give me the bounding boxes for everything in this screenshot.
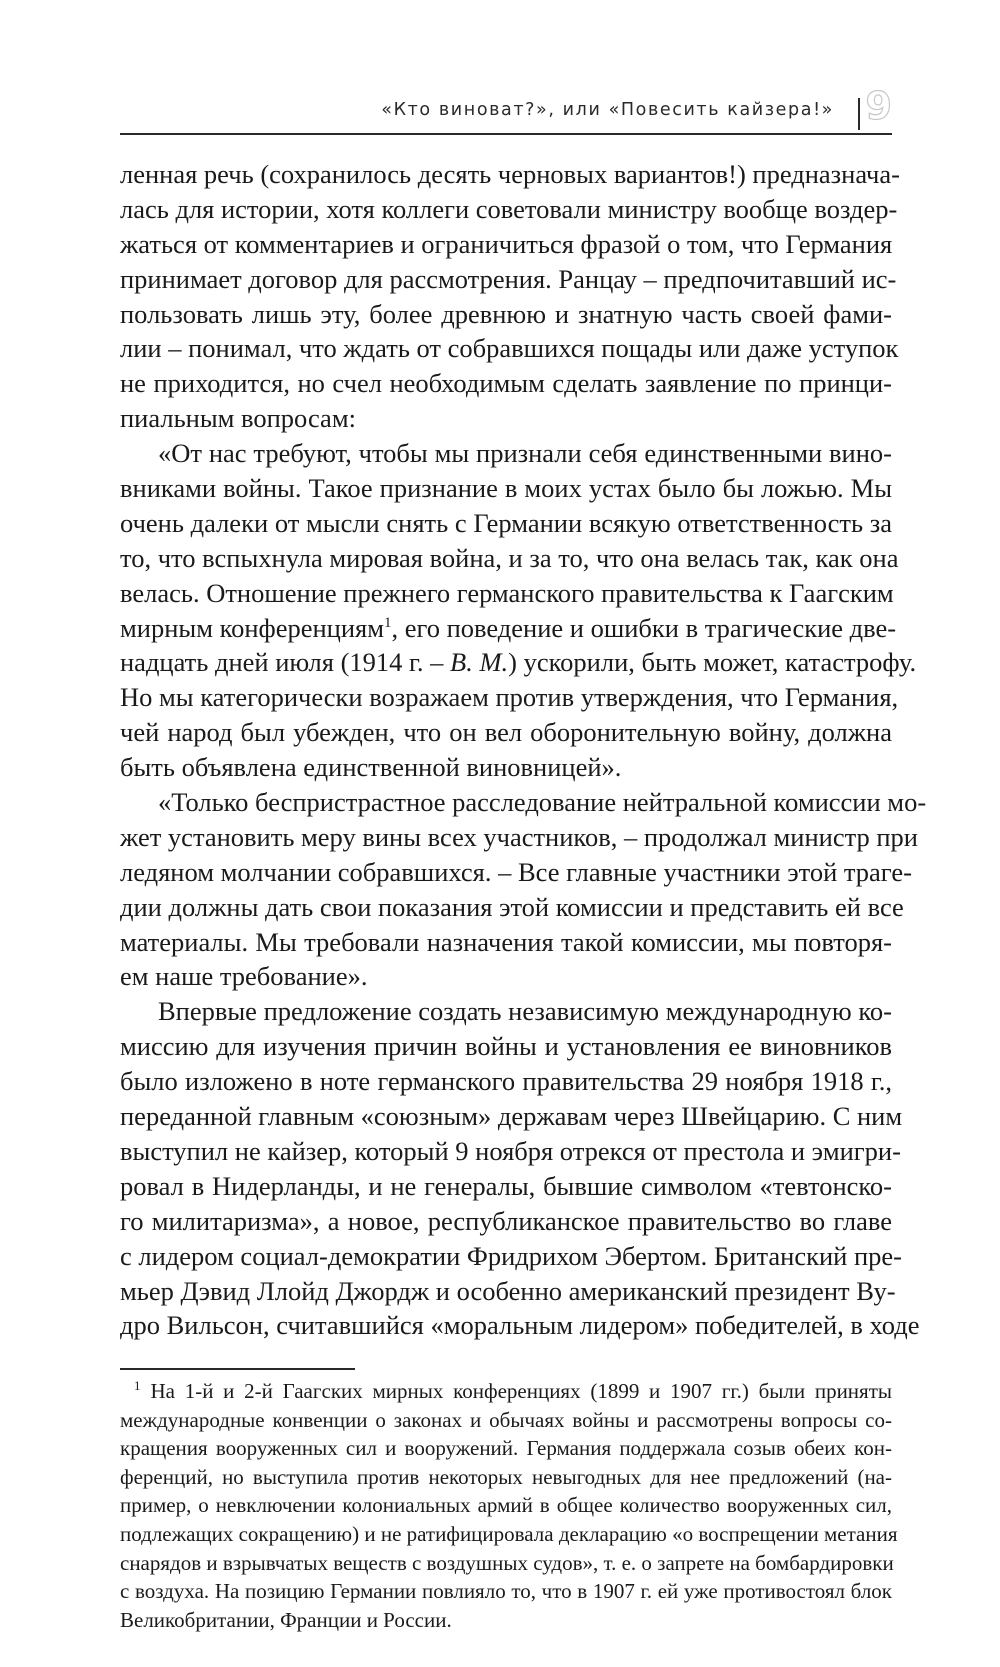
body-line: пиальным вопросам: bbox=[120, 403, 356, 434]
body-line: Впервые предложение создать независимую международную ко- bbox=[158, 996, 892, 1027]
body-line: «Только беспристрастное расследование нейтральной комиссии мо- bbox=[158, 787, 927, 818]
body-line: велась. Отношение прежнего германского правительства к Гаагским bbox=[120, 577, 894, 608]
body-line: дии должны дать свои показания этой комиссии и представить ей все bbox=[120, 891, 904, 922]
author-initials: В. М. bbox=[450, 647, 509, 678]
body-line: миссию для изучения причин войны и установления ее виновников bbox=[120, 1031, 892, 1062]
footnote-rule bbox=[120, 1368, 355, 1370]
body-line: очень далеки от мысли снять с Германии всякую ответственность за bbox=[120, 507, 892, 538]
body-line: ем наше требование». bbox=[120, 961, 368, 992]
body-line: ровал в Нидерланды, и не генералы, бывшие символом «тевтонско- bbox=[120, 1170, 892, 1201]
footnote-line: с воздуха. На позицию Германии повлияло то, что в 1907 г. ей уже противостоял блок bbox=[120, 1579, 892, 1604]
footnote-line: снарядов и взрывчатых веществ с воздушных судов», т. е. о запрете на бомбардировки bbox=[120, 1550, 894, 1575]
body-line: быть объявлена единственной виновницей». bbox=[120, 752, 622, 783]
header-rule bbox=[120, 133, 892, 135]
text-segment: , его поведение и ошибки в трагические две- bbox=[391, 612, 897, 643]
footnote-line: кращения вооруженных сил и вооружений. Германия поддержала созыв обеих кон- bbox=[120, 1436, 892, 1461]
running-head bbox=[120, 0, 892, 140]
body-line: чей народ был убежден, что он вел оборонительную войну, должна bbox=[120, 717, 892, 748]
body-line: ледяном молчании собравшихся. – Все главные участники этой траге- bbox=[120, 856, 912, 887]
body-line: пользовать лишь эту, более древнюю и знатную часть своей фами- bbox=[120, 298, 892, 329]
body-line: материалы. Мы требовали назначения такой комиссии, мы повторя- bbox=[120, 926, 892, 957]
body-line: вниками войны. Такое признание в моих устах было бы ложью. Мы bbox=[120, 473, 892, 504]
body-line: то, что вспыхнула мировая война, и за то, что она велась так, как она bbox=[120, 542, 899, 573]
footnote-line: международные конвенции о законах и обычаях войны и рассмотрены вопросы со- bbox=[120, 1407, 892, 1432]
body-line: лась для истории, хотя коллеги советовали министру вообще воздер- bbox=[120, 193, 898, 224]
body-line-with-italic bbox=[120, 645, 917, 680]
footnote-line: Великобритании, Франции и России. bbox=[120, 1607, 452, 1632]
running-head-separator bbox=[858, 98, 860, 130]
body-line-with-footnote bbox=[120, 611, 897, 646]
body-line: го милитаризма», а новое, республиканское правительство во главе bbox=[120, 1205, 892, 1236]
text-segment: На 1-й и 2-й Гаагских мирных конференциях (1899 и 1907 гг.) были приняты bbox=[150, 1379, 892, 1403]
footnote-reference[interactable]: 1 bbox=[384, 614, 392, 631]
body-line: жет установить меру вины всех участников, – продолжал министр при bbox=[120, 821, 918, 852]
body-line: не приходится, но счел необходимым сделать заявление по принци- bbox=[120, 368, 892, 399]
body-line: Но мы категорически возражаем против утверждения, что Германия, bbox=[120, 682, 899, 713]
body-line: принимает договор для рассмотрения. Ранцау – предпочитавший ис- bbox=[120, 263, 897, 294]
text-segment: надцать дней июля (1914 г. – bbox=[120, 647, 451, 678]
footnote-line: ференций, но выступила против некоторых невыгодных для нее предложений (на- bbox=[120, 1464, 892, 1489]
body-line: «От нас требуют, чтобы мы признали себя единственными вино- bbox=[158, 438, 892, 469]
footnote-marker: 1 bbox=[134, 1378, 141, 1393]
body-line: лии – понимал, что ждать от собравшихся пощады или даже уступок bbox=[120, 333, 899, 364]
body-line: мьер Дэвид Ллойд Джордж и особенно американский президент Ву- bbox=[120, 1275, 896, 1306]
body-line: жаться от комментариев и ограничиться фразой о том, что Германия bbox=[120, 228, 893, 259]
running-head-title: «Кто виноват?», или «Повесить кайзера!» bbox=[381, 100, 834, 120]
body-line: дро Вильсон, считавшийся «моральным лидером» победителей, в ходе bbox=[120, 1310, 920, 1341]
footnote bbox=[120, 1377, 898, 1634]
body-line: выступил не кайзер, который 9 ноября отрекся от престола и эмигри- bbox=[120, 1135, 901, 1166]
body-text bbox=[120, 157, 927, 1343]
page-number: 9 bbox=[865, 84, 892, 128]
text-segment: ) ускорили, быть может, катастрофу. bbox=[508, 647, 917, 678]
footnote-line: подлежащих сокращению) и не ратифицировала декларацию «о воспрещении метания bbox=[120, 1521, 898, 1546]
footnote-line: пример, о невключении колониальных армий в общее количество вооруженных сил, bbox=[120, 1493, 892, 1518]
body-line: было изложено в ноте германского правительства 29 ноября 1918 г., bbox=[120, 1066, 892, 1097]
body-line: с лидером социал-демократии Фридрихом Эбертом. Британский пре- bbox=[120, 1240, 902, 1271]
footnote-line bbox=[120, 1377, 892, 1406]
body-line: ленная речь (сохранилось десять черновых вариантов!) предназнача- bbox=[120, 159, 900, 189]
text-segment: мирным конференциям bbox=[120, 612, 384, 643]
body-line: переданной главным «союзным» державам через Швейцарию. С ним bbox=[120, 1101, 903, 1132]
